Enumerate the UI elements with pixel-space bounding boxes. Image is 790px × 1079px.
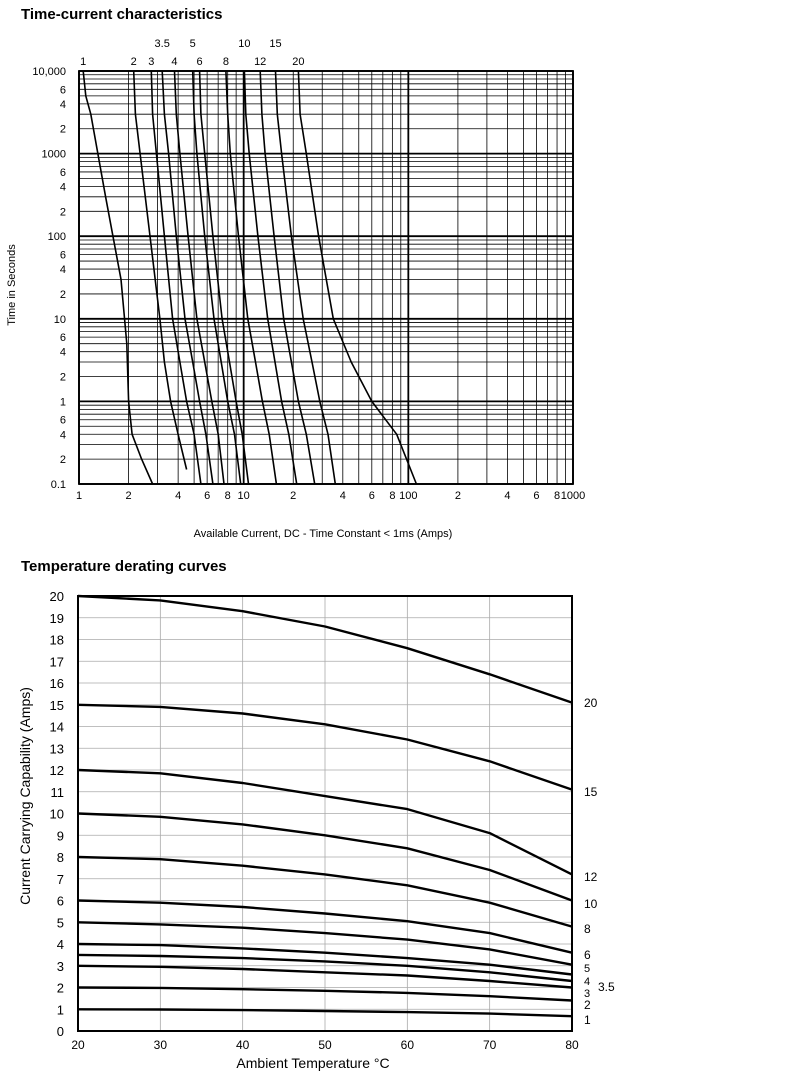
curve-label-6: 6 (584, 948, 591, 962)
x-tick-label: 100 (399, 490, 418, 502)
y-tick-label: 11 (50, 784, 64, 800)
y-tick-label: 19 (49, 610, 64, 626)
x-tick-label: 1000 (560, 490, 586, 502)
x-tick-label: 2 (454, 490, 461, 502)
y-tick-label: 3 (56, 958, 64, 974)
y-tick-label: 2 (59, 454, 66, 467)
x-tick-label: 6 (533, 490, 540, 502)
y-tick-label: 2 (59, 371, 66, 384)
curve-label-1: 1 (80, 56, 87, 68)
y-tick-label: 8 (56, 850, 64, 865)
curve-label-12: 12 (254, 56, 267, 68)
temperature-derating-title: Temperature derating curves (21, 558, 227, 575)
curve-label-5: 5 (189, 38, 196, 50)
x-tick-label: 6 (204, 490, 211, 502)
y-tick-label: 10 (53, 313, 66, 326)
y-tick-label: 6 (59, 332, 66, 345)
y-tick-label: 6 (59, 166, 66, 179)
y-tick-label: 5 (56, 915, 64, 931)
x-tick-label: 40 (235, 1038, 250, 1052)
curve-label-10: 10 (238, 38, 251, 50)
curve-label-3.5: 3.5 (154, 38, 170, 50)
y-tick-label: 2 (56, 980, 64, 996)
x-tick-label: 2 (290, 490, 297, 502)
y-tick-label: 6 (56, 893, 64, 909)
y-tick-label: 7 (56, 871, 64, 887)
y-tick-label: 15 (49, 697, 64, 713)
curve-label-5: 5 (584, 963, 591, 975)
x-tick-label: 2 (125, 490, 132, 502)
curve-label-8: 8 (584, 922, 591, 936)
y-tick-label: 17 (49, 654, 64, 670)
y-tick-label: 4 (59, 98, 66, 111)
y-axis-title: Current Carrying Capability (Amps) (17, 687, 33, 905)
curve-label-15: 15 (584, 785, 598, 799)
y-tick-label: 1 (59, 396, 66, 409)
time-current-title: Time-current characteristics (21, 6, 223, 23)
y-tick-label: 1 (56, 1002, 64, 1018)
y-tick-label: 13 (49, 741, 64, 757)
curve-label-1: 1 (584, 1013, 591, 1027)
y-tick-label: 100 (47, 231, 66, 244)
x-axis-title: Ambient Temperature °C (236, 1055, 390, 1071)
x-tick-label: 4 (175, 490, 182, 502)
curve-label-4: 4 (171, 56, 178, 68)
curve-label-4: 4 (584, 976, 591, 988)
curve-label-6: 6 (196, 56, 203, 68)
y-tick-label: 6 (59, 84, 66, 97)
curve-label-12: 12 (584, 870, 598, 884)
curve-label-3: 3 (148, 56, 155, 68)
x-tick-label: 10 (237, 490, 250, 502)
x-tick-label: 8 (224, 490, 231, 502)
y-tick-label: 1000 (41, 148, 66, 161)
curve-label-8: 8 (222, 56, 229, 68)
curve-label-3: 3 (584, 988, 591, 1000)
y-tick-label: 12 (49, 763, 64, 778)
x-tick-label: 50 (318, 1038, 332, 1052)
x-tick-label: 8 (553, 490, 561, 502)
x-tick-label: 30 (153, 1038, 168, 1052)
y-tick-label: 6 (59, 249, 66, 262)
x-axis-title: Available Current, DC - Time Constant < 1ms (Amps) (193, 528, 453, 540)
y-tick-label: 20 (49, 589, 64, 604)
y-tick-label: 10 (49, 806, 64, 822)
y-tick-label: 4 (59, 264, 66, 277)
y-tick-label: 4 (59, 181, 66, 194)
curve-label-15: 15 (269, 38, 282, 50)
x-tick-label: 60 (400, 1038, 415, 1052)
y-tick-label: 4 (56, 937, 64, 952)
y-axis-title: Time in Seconds (6, 244, 18, 326)
curve-label-20: 20 (292, 56, 305, 68)
curve-label-2: 2 (584, 998, 591, 1012)
x-tick-label: 70 (482, 1038, 497, 1052)
y-tick-label: 0 (56, 1024, 64, 1039)
x-tick-label: 4 (504, 490, 511, 502)
curve-label-2: 2 (130, 56, 137, 68)
y-tick-label: 2 (59, 288, 66, 301)
y-tick-label: 2 (59, 123, 66, 136)
curve-label-3.5: 3.5 (598, 980, 615, 994)
y-tick-label: 18 (49, 632, 64, 648)
y-tick-label: 4 (59, 346, 66, 359)
curve-label-20: 20 (584, 696, 598, 710)
x-tick-label: 20 (71, 1038, 85, 1052)
y-tick-label: 10,000 (32, 66, 66, 78)
curve-label-10: 10 (584, 897, 598, 911)
x-tick-label: 1 (75, 490, 83, 502)
y-tick-label: 2 (59, 206, 66, 219)
x-tick-label: 4 (339, 490, 346, 502)
y-tick-label: 0.1 (50, 479, 66, 491)
y-tick-label: 4 (59, 429, 66, 442)
x-tick-label: 6 (368, 490, 375, 502)
y-tick-label: 9 (56, 828, 64, 844)
x-tick-label: 80 (565, 1038, 579, 1052)
x-tick-label: 8 (389, 490, 396, 502)
y-tick-label: 16 (49, 676, 64, 691)
y-tick-label: 6 (59, 414, 66, 427)
y-tick-label: 14 (49, 719, 64, 735)
